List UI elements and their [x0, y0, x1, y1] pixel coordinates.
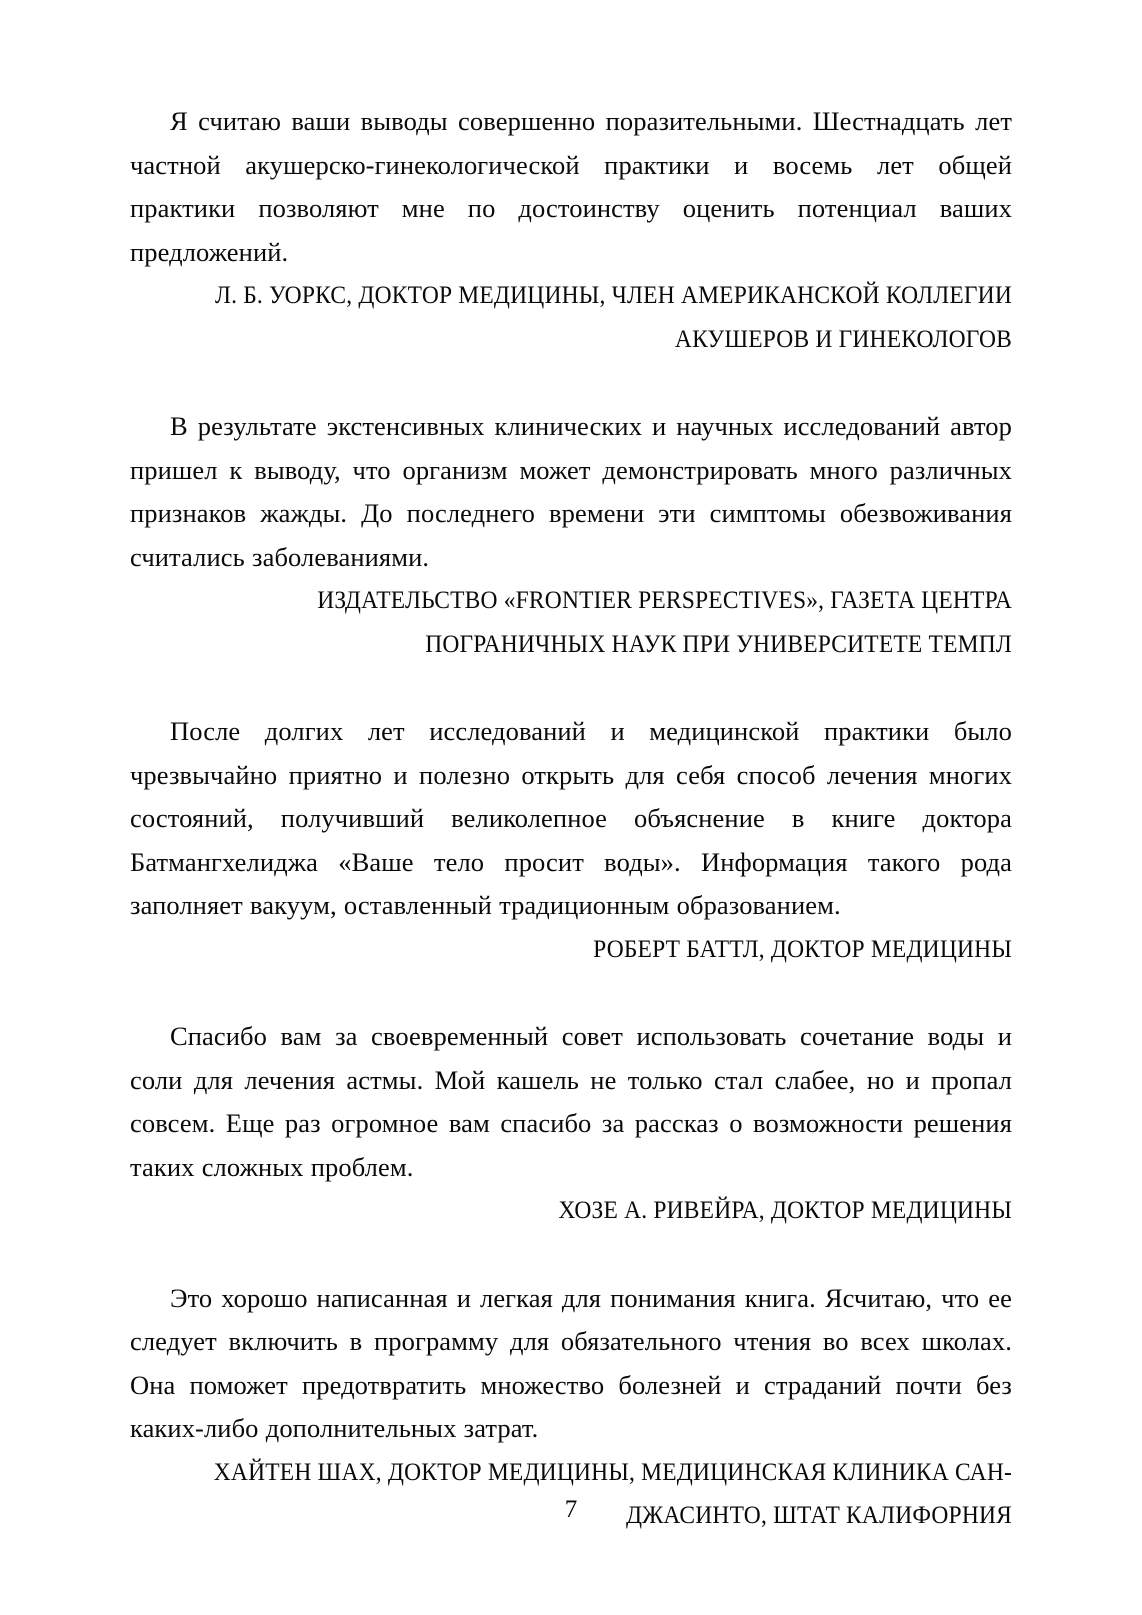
page-content	[130, 100, 1012, 1538]
testimonial-block	[130, 100, 1012, 361]
testimonial-attribution: Л. Б. УОРКС, ДОКТОР МЕДИЦИНЫ, ЧЛЕН АМЕРИКАНСКОЙ КОЛЛЕГИИ АКУШЕРОВ И ГИНЕКОЛОГОВ	[214, 282, 1012, 353]
testimonial-attribution: ХОЗЕ А. РИВЕЙРА, ДОКТОР МЕДИЦИНЫ	[558, 1197, 1012, 1224]
testimonial-body: Я считаю ваши выводы совершенно поразительными. Шестнадцать лет частной акушерско-гинекологической практики и восемь лет общей практики позволяют мне по достоинству оценить потенциал ваших предложений.	[130, 106, 1012, 267]
testimonial-block	[130, 405, 1012, 666]
testimonial-attribution: РОБЕРТ БАТТЛ, ДОКТОР МЕДИЦИНЫ	[593, 935, 1012, 963]
testimonial-body: В результате экстенсивных клинических и научных исследований автор пришел к выводу, что организм может демонстрировать много различных признаков жажды. До последнего времени эти симптомы обезвоживания считались заболеваниями.	[130, 411, 1012, 572]
testimonial-body: После долгих лет исследований и медицинской практики было чрезвычайно приятно и полезно открыть для себя способ лечения многих состояний, получивший великолепное объяснение в книге доктора Батмангхелиджа «Ваше тело просит воды». Информация такого рода заполняет вакуум, оставленный традиционным образованием.	[130, 716, 1012, 920]
testimonial-attribution: ХАЙТЕН ШАХ, ДОКТОР МЕДИЦИНЫ, МЕДИЦИНСКАЯ КЛИНИКА САН-ДЖАСИНТО, ШТАТ КАЛИФОРНИЯ	[213, 1458, 1012, 1529]
testimonial-block	[130, 1015, 1012, 1233]
testimonial-body: Спасибо вам за своевременный совет использовать сочетание воды и соли для лечения астмы. Мой кашель не только стал слабее, но и пропал совсем. Еще раз огромное вам спасибо за рассказ о возможности решения таких сложных проблем.	[130, 1021, 1012, 1182]
page-number: 7	[564, 1496, 578, 1523]
testimonial-attribution: ИЗДАТЕЛЬСТВО «FRONTIER PERSPECTIVES», ГАЗЕТА ЦЕНТРА ПОГРАНИЧНЫХ НАУК ПРИ УНИВЕРСИТЕТЕ ТЕМПЛ	[317, 587, 1013, 658]
testimonial-body: Это хорошо написанная и легкая для понимания книга. Ясчитаю, что ее следует включить в программу для обязательного чтения во всех школах. Она поможет предотвратить множество болезней и страданий почти без каких-либо дополнительных затрат.	[130, 1282, 1012, 1443]
testimonial-block	[130, 710, 1012, 971]
